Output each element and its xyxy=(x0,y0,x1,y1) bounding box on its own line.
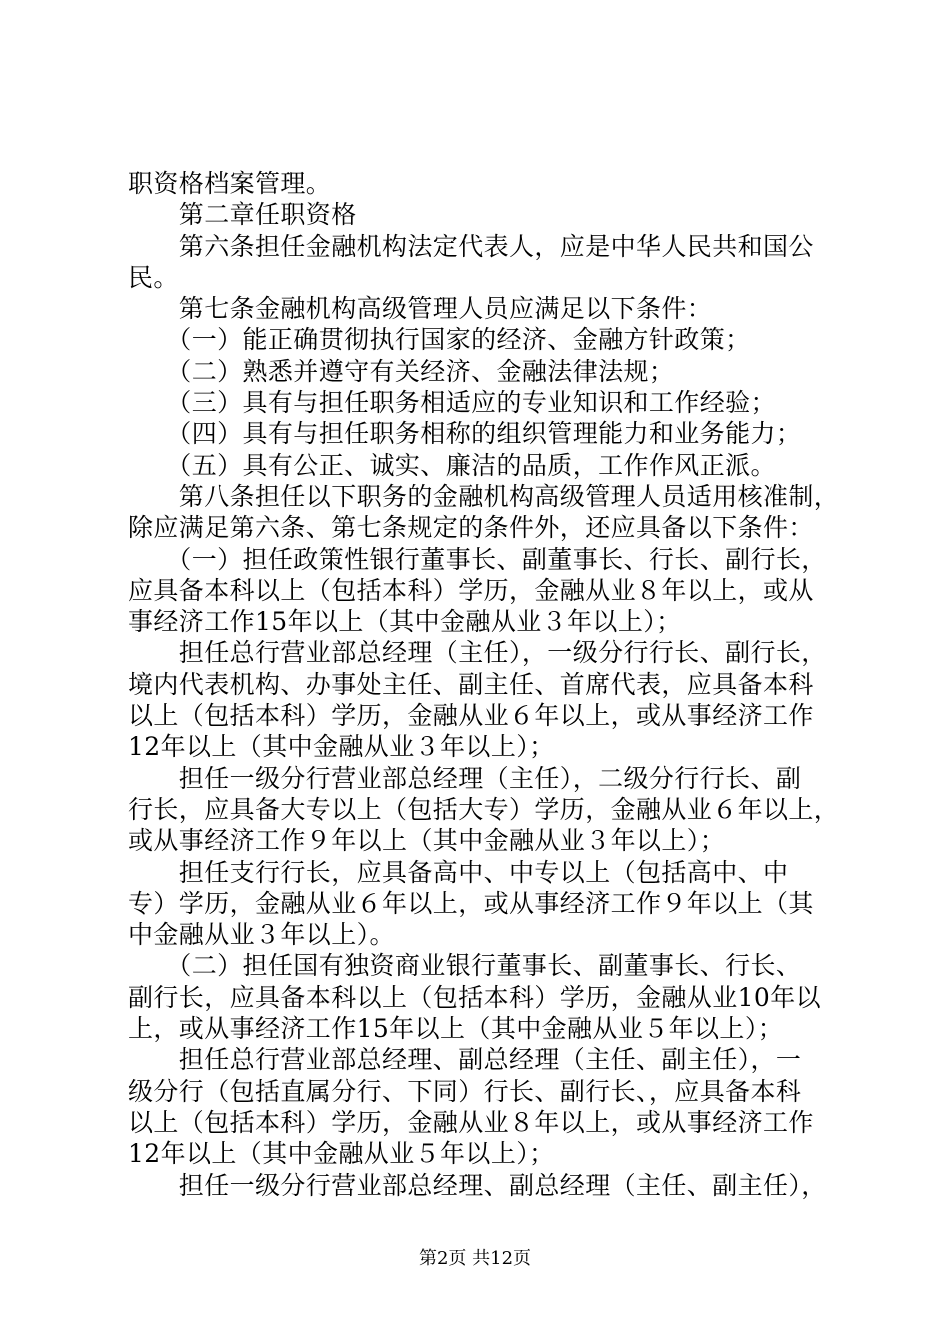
text-line: 中金融从业３年以上）。 xyxy=(128,920,395,950)
text-line: 上，或从事经济工作15年以上（其中金融从业５年以上）； xyxy=(128,1014,784,1044)
text-line: 第二章任职资格 xyxy=(128,200,357,230)
text-line: 专）学历，金融从业６年以上，或从事经济工作９年以上（其 xyxy=(128,888,814,918)
text-line: 12年以上（其中金融从业３年以上）； xyxy=(128,732,555,762)
text-line: 职资格档案管理。 xyxy=(128,169,332,198)
text-line: 事经济工作15年以上（其中金融从业３年以上）； xyxy=(128,607,682,637)
text-line: （一）担任政策性银行董事长、副董事长、行长、副行长， xyxy=(128,544,827,574)
text-line: 担任总行营业部总经理（主任），一级分行行长、副行长， xyxy=(128,638,827,668)
text-line: 以上（包括本科）学历，金融从业６年以上，或从事经济工作 xyxy=(128,701,814,731)
text-line: 民。 xyxy=(128,262,179,292)
text-line: 除应满足第六条、第七条规定的条件外，还应具备以下条件： xyxy=(128,513,814,543)
body-text xyxy=(128,168,840,1201)
text-line: 第六条担任金融机构法定代表人，应是中华人民共和国公 xyxy=(128,231,814,261)
text-line: 担任一级分行营业部总经理、副总经理（主任、副主任）， xyxy=(128,1170,827,1200)
text-line: 境内代表机构、办事处主任、副主任、首席代表，应具备本科 xyxy=(128,669,814,699)
text-line: 12年以上（其中金融从业５年以上）； xyxy=(128,1139,555,1169)
text-line: （五）具有公正、诚实、廉洁的品质，工作作风正派。 xyxy=(128,450,776,480)
text-line: 担任一级分行营业部总经理（主任），二级分行行长、副 xyxy=(128,763,802,793)
text-line: 第七条金融机构高级管理人员应满足以下条件： xyxy=(128,294,713,324)
text-line: 级分行（包括直属分行、下同）行长、副行长、，应具备本科 xyxy=(128,1076,802,1106)
text-line: 或从事经济工作９年以上（其中金融从业３年以上）； xyxy=(128,826,726,856)
text-line: 第八条担任以下职务的金融机构高级管理人员适用核准制， xyxy=(128,481,840,511)
text-line: （二）熟悉并遵守有关经济、金融法律法规； xyxy=(128,356,675,386)
text-line: 应具备本科以上（包括本科）学历，金融从业８年以上，或从 xyxy=(128,575,814,605)
text-line: 行长，应具备大专以上（包括大专）学历，金融从业６年以上， xyxy=(128,794,840,824)
text-line: （一）能正确贯彻执行国家的经济、金融方针政策； xyxy=(128,325,751,355)
text-line: 担任支行行长，应具备高中、中专以上（包括高中、中 xyxy=(128,857,789,887)
text-line: （三）具有与担任职务相适应的专业知识和工作经验； xyxy=(128,388,776,418)
text-line: （四）具有与担任职务相称的组织管理能力和业务能力； xyxy=(128,419,802,449)
page-footer: 第2页 共12页 xyxy=(418,1248,532,1269)
text-line: （二）担任国有独资商业银行董事长、副董事长、行长、 xyxy=(128,951,802,981)
text-line: 副行长，应具备本科以上（包括本科）学历，金融从业10年以 xyxy=(128,982,822,1012)
text-line: 担任总行营业部总经理、副总经理（主任、副主任），一 xyxy=(128,1045,802,1075)
text-line: 以上（包括本科）学历，金融从业８年以上，或从事经济工作 xyxy=(128,1107,814,1137)
